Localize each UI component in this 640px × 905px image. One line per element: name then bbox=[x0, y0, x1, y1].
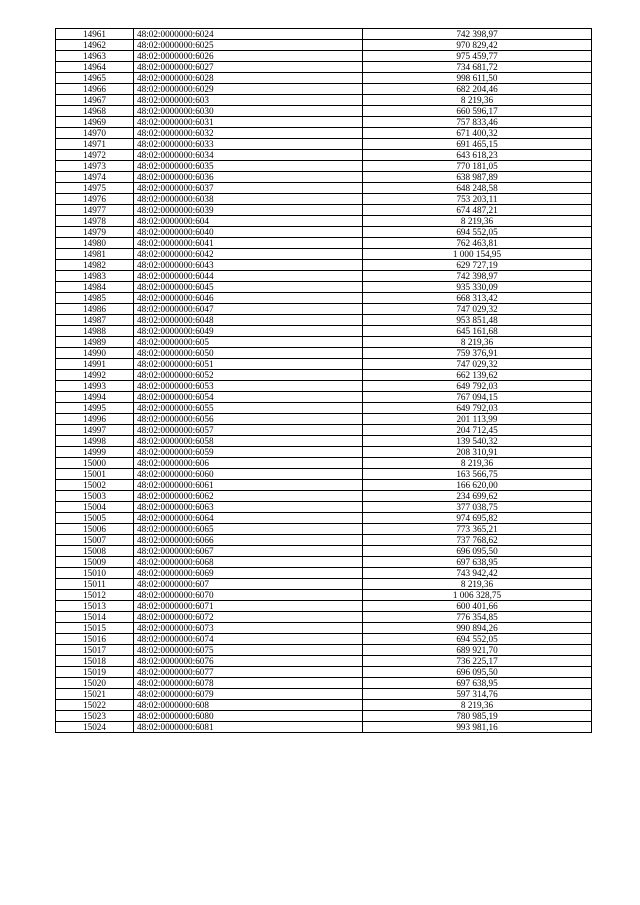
row-number: 15016 bbox=[56, 634, 134, 645]
cadastral-value: 682 204,46 bbox=[363, 84, 592, 95]
row-number: 14980 bbox=[56, 238, 134, 249]
table-row bbox=[56, 568, 592, 579]
row-number: 15011 bbox=[56, 579, 134, 590]
cadastral-value: 770 181,05 bbox=[363, 161, 592, 172]
cadastral-value: 1 006 328,75 bbox=[363, 590, 592, 601]
cadastral-value: 767 094,15 bbox=[363, 392, 592, 403]
cadastral-value: 697 638,95 bbox=[363, 678, 592, 689]
cadastral-number: 48:02:0000000:6061 bbox=[134, 480, 363, 491]
cadastral-number: 48:02:0000000:6045 bbox=[134, 282, 363, 293]
table-row bbox=[56, 293, 592, 304]
cadastral-number: 48:02:0000000:6029 bbox=[134, 84, 363, 95]
table-row bbox=[56, 546, 592, 557]
cadastral-value: 742 398,97 bbox=[363, 29, 592, 40]
row-number: 15024 bbox=[56, 722, 134, 733]
cadastral-value: 649 792,03 bbox=[363, 403, 592, 414]
cadastral-number: 48:02:0000000:6047 bbox=[134, 304, 363, 315]
table-row bbox=[56, 183, 592, 194]
cadastral-number: 48:02:0000000:6026 bbox=[134, 51, 363, 62]
cadastral-value: 759 376,91 bbox=[363, 348, 592, 359]
table-row bbox=[56, 469, 592, 480]
cadastral-value: 753 203,11 bbox=[363, 194, 592, 205]
row-number: 14999 bbox=[56, 447, 134, 458]
cadastral-value: 645 161,68 bbox=[363, 326, 592, 337]
cadastral-number: 48:02:0000000:6048 bbox=[134, 315, 363, 326]
cadastral-value: 1 000 154,95 bbox=[363, 249, 592, 260]
row-number: 14993 bbox=[56, 381, 134, 392]
table-row bbox=[56, 359, 592, 370]
row-number: 15003 bbox=[56, 491, 134, 502]
cadastral-value: 762 463,81 bbox=[363, 238, 592, 249]
table-row bbox=[56, 249, 592, 260]
table-row bbox=[56, 128, 592, 139]
cadastral-number: 48:02:0000000:6065 bbox=[134, 524, 363, 535]
row-number: 14998 bbox=[56, 436, 134, 447]
cadastral-number: 48:02:0000000:607 bbox=[134, 579, 363, 590]
table-row bbox=[56, 458, 592, 469]
table-row bbox=[56, 612, 592, 623]
table-row bbox=[56, 315, 592, 326]
cadastral-value: 597 314,76 bbox=[363, 689, 592, 700]
table-row bbox=[56, 436, 592, 447]
cadastral-number: 48:02:0000000:6056 bbox=[134, 414, 363, 425]
row-number: 14963 bbox=[56, 51, 134, 62]
cadastral-value: 660 596,17 bbox=[363, 106, 592, 117]
row-number: 15022 bbox=[56, 700, 134, 711]
table-row bbox=[56, 205, 592, 216]
table-row bbox=[56, 447, 592, 458]
table-row bbox=[56, 689, 592, 700]
cadastral-value: 935 330,09 bbox=[363, 282, 592, 293]
row-number: 14962 bbox=[56, 40, 134, 51]
row-number: 14971 bbox=[56, 139, 134, 150]
cadastral-number: 48:02:0000000:6049 bbox=[134, 326, 363, 337]
cadastral-value: 780 985,19 bbox=[363, 711, 592, 722]
row-number: 14970 bbox=[56, 128, 134, 139]
cadastral-number: 48:02:0000000:6040 bbox=[134, 227, 363, 238]
table-row bbox=[56, 678, 592, 689]
row-number: 14973 bbox=[56, 161, 134, 172]
table-row bbox=[56, 172, 592, 183]
table-row bbox=[56, 414, 592, 425]
table-row bbox=[56, 194, 592, 205]
table-row bbox=[56, 161, 592, 172]
row-number: 14966 bbox=[56, 84, 134, 95]
cadastral-value: 773 365,21 bbox=[363, 524, 592, 535]
row-number: 15012 bbox=[56, 590, 134, 601]
table-row bbox=[56, 260, 592, 271]
cadastral-number: 48:02:0000000:6042 bbox=[134, 249, 363, 260]
row-number: 14972 bbox=[56, 150, 134, 161]
row-number: 14991 bbox=[56, 359, 134, 370]
cadastral-value: 648 248,58 bbox=[363, 183, 592, 194]
cadastral-number: 48:02:0000000:6057 bbox=[134, 425, 363, 436]
table-row bbox=[56, 337, 592, 348]
cadastral-number: 48:02:0000000:6037 bbox=[134, 183, 363, 194]
cadastral-value: 736 225,17 bbox=[363, 656, 592, 667]
table-row bbox=[56, 535, 592, 546]
cadastral-value: 638 987,89 bbox=[363, 172, 592, 183]
cadastral-value: 990 894,26 bbox=[363, 623, 592, 634]
row-number: 14967 bbox=[56, 95, 134, 106]
table-row bbox=[56, 590, 592, 601]
row-number: 15007 bbox=[56, 535, 134, 546]
row-number: 14981 bbox=[56, 249, 134, 260]
row-number: 14990 bbox=[56, 348, 134, 359]
row-number: 14984 bbox=[56, 282, 134, 293]
row-number: 15004 bbox=[56, 502, 134, 513]
cadastral-value: 234 699,62 bbox=[363, 491, 592, 502]
cadastral-value: 8 219,36 bbox=[363, 337, 592, 348]
row-number: 14983 bbox=[56, 271, 134, 282]
cadastral-number: 48:02:0000000:6027 bbox=[134, 62, 363, 73]
row-number: 15021 bbox=[56, 689, 134, 700]
row-number: 15006 bbox=[56, 524, 134, 535]
row-number: 15023 bbox=[56, 711, 134, 722]
row-number: 14978 bbox=[56, 216, 134, 227]
row-number: 15002 bbox=[56, 480, 134, 491]
cadastral-value: 8 219,36 bbox=[363, 216, 592, 227]
table-row bbox=[56, 370, 592, 381]
cadastral-number: 48:02:0000000:6043 bbox=[134, 260, 363, 271]
cadastral-value: 643 618,23 bbox=[363, 150, 592, 161]
cadastral-value: 757 833,46 bbox=[363, 117, 592, 128]
row-number: 15015 bbox=[56, 623, 134, 634]
cadastral-value: 737 768,62 bbox=[363, 535, 592, 546]
table-row bbox=[56, 62, 592, 73]
cadastral-number: 48:02:0000000:605 bbox=[134, 337, 363, 348]
cadastral-value: 600 401,66 bbox=[363, 601, 592, 612]
cadastral-value: 697 638,95 bbox=[363, 557, 592, 568]
cadastral-value: 998 611,50 bbox=[363, 73, 592, 84]
row-number: 14969 bbox=[56, 117, 134, 128]
table-body bbox=[56, 29, 592, 733]
row-number: 14989 bbox=[56, 337, 134, 348]
row-number: 15014 bbox=[56, 612, 134, 623]
row-number: 14987 bbox=[56, 315, 134, 326]
cadastral-number: 48:02:0000000:6030 bbox=[134, 106, 363, 117]
cadastral-value: 662 139,62 bbox=[363, 370, 592, 381]
cadastral-value: 696 095,50 bbox=[363, 546, 592, 557]
cadastral-number: 48:02:0000000:6070 bbox=[134, 590, 363, 601]
table-row bbox=[56, 513, 592, 524]
row-number: 14996 bbox=[56, 414, 134, 425]
row-number: 14975 bbox=[56, 183, 134, 194]
table-row bbox=[56, 579, 592, 590]
row-number: 14985 bbox=[56, 293, 134, 304]
cadastral-value: 694 552,05 bbox=[363, 227, 592, 238]
table-row bbox=[56, 491, 592, 502]
cadastral-number: 48:02:0000000:6028 bbox=[134, 73, 363, 84]
cadastral-value: 649 792,03 bbox=[363, 381, 592, 392]
cadastral-value: 975 459,77 bbox=[363, 51, 592, 62]
cadastral-number: 48:02:0000000:6078 bbox=[134, 678, 363, 689]
table-row bbox=[56, 117, 592, 128]
cadastral-value: 139 540,32 bbox=[363, 436, 592, 447]
cadastral-value: 696 095,50 bbox=[363, 667, 592, 678]
table-row bbox=[56, 700, 592, 711]
cadastral-value: 691 465,15 bbox=[363, 139, 592, 150]
cadastral-number: 48:02:0000000:6035 bbox=[134, 161, 363, 172]
cadastral-value: 8 219,36 bbox=[363, 700, 592, 711]
cadastral-value: 970 829,42 bbox=[363, 40, 592, 51]
cadastral-number: 48:02:0000000:608 bbox=[134, 700, 363, 711]
cadastral-value: 742 398,97 bbox=[363, 271, 592, 282]
cadastral-number: 48:02:0000000:6041 bbox=[134, 238, 363, 249]
cadastral-number: 48:02:0000000:6034 bbox=[134, 150, 363, 161]
cadastral-number: 48:02:0000000:6054 bbox=[134, 392, 363, 403]
row-number: 14988 bbox=[56, 326, 134, 337]
cadastral-number: 48:02:0000000:6046 bbox=[134, 293, 363, 304]
table-row bbox=[56, 106, 592, 117]
cadastral-number: 48:02:0000000:6033 bbox=[134, 139, 363, 150]
cadastral-value: 747 029,32 bbox=[363, 359, 592, 370]
table-row bbox=[56, 381, 592, 392]
cadastral-value: 8 219,36 bbox=[363, 579, 592, 590]
table-row bbox=[56, 73, 592, 84]
table-row bbox=[56, 227, 592, 238]
cadastral-number: 48:02:0000000:6031 bbox=[134, 117, 363, 128]
row-number: 15013 bbox=[56, 601, 134, 612]
cadastral-value: 747 029,32 bbox=[363, 304, 592, 315]
cadastral-number: 48:02:0000000:6024 bbox=[134, 29, 363, 40]
cadastral-number: 48:02:0000000:6055 bbox=[134, 403, 363, 414]
cadastral-number: 48:02:0000000:6063 bbox=[134, 502, 363, 513]
table-row bbox=[56, 601, 592, 612]
table-row bbox=[56, 348, 592, 359]
table-row bbox=[56, 623, 592, 634]
cadastral-number: 48:02:0000000:6071 bbox=[134, 601, 363, 612]
cadastral-value: 993 981,16 bbox=[363, 722, 592, 733]
row-number: 14977 bbox=[56, 205, 134, 216]
cadastral-number: 48:02:0000000:6062 bbox=[134, 491, 363, 502]
cadastral-number: 48:02:0000000:604 bbox=[134, 216, 363, 227]
cadastral-number: 48:02:0000000:6051 bbox=[134, 359, 363, 370]
cadastral-number: 48:02:0000000:6081 bbox=[134, 722, 363, 733]
table-row bbox=[56, 282, 592, 293]
row-number: 14979 bbox=[56, 227, 134, 238]
row-number: 15018 bbox=[56, 656, 134, 667]
table-row bbox=[56, 524, 592, 535]
cadastral-number: 48:02:0000000:6069 bbox=[134, 568, 363, 579]
table-row bbox=[56, 403, 592, 414]
row-number: 14976 bbox=[56, 194, 134, 205]
row-number: 15005 bbox=[56, 513, 134, 524]
table-row bbox=[56, 150, 592, 161]
cadastral-number: 48:02:0000000:6075 bbox=[134, 645, 363, 656]
cadastral-value: 166 620,00 bbox=[363, 480, 592, 491]
cadastral-number: 48:02:0000000:6079 bbox=[134, 689, 363, 700]
row-number: 14974 bbox=[56, 172, 134, 183]
table-row bbox=[56, 51, 592, 62]
cadastral-number: 48:02:0000000:6072 bbox=[134, 612, 363, 623]
cadastral-value: 689 921,70 bbox=[363, 645, 592, 656]
cadastral-number: 48:02:0000000:6074 bbox=[134, 634, 363, 645]
cadastral-number: 48:02:0000000:606 bbox=[134, 458, 363, 469]
row-number: 14982 bbox=[56, 260, 134, 271]
table-row bbox=[56, 480, 592, 491]
row-number: 14986 bbox=[56, 304, 134, 315]
table-row bbox=[56, 40, 592, 51]
cadastral-number: 48:02:0000000:6025 bbox=[134, 40, 363, 51]
cadastral-value: 776 354,85 bbox=[363, 612, 592, 623]
table-row bbox=[56, 139, 592, 150]
cadastral-number: 48:02:0000000:6052 bbox=[134, 370, 363, 381]
row-number: 14997 bbox=[56, 425, 134, 436]
cadastral-number: 48:02:0000000:6058 bbox=[134, 436, 363, 447]
cadastral-value: 8 219,36 bbox=[363, 95, 592, 106]
table-row bbox=[56, 84, 592, 95]
cadastral-number: 48:02:0000000:6064 bbox=[134, 513, 363, 524]
row-number: 15008 bbox=[56, 546, 134, 557]
table-row bbox=[56, 722, 592, 733]
cadastral-value: 694 552,05 bbox=[363, 634, 592, 645]
row-number: 14994 bbox=[56, 392, 134, 403]
row-number: 14961 bbox=[56, 29, 134, 40]
cadastral-number: 48:02:0000000:6068 bbox=[134, 557, 363, 568]
cadastral-value: 377 038,75 bbox=[363, 502, 592, 513]
table-row bbox=[56, 326, 592, 337]
row-number: 14964 bbox=[56, 62, 134, 73]
cadastral-value: 668 313,42 bbox=[363, 293, 592, 304]
table-row bbox=[56, 711, 592, 722]
cadastral-value: 208 310,91 bbox=[363, 447, 592, 458]
row-number: 14992 bbox=[56, 370, 134, 381]
table-row bbox=[56, 271, 592, 282]
cadastral-number: 48:02:0000000:6036 bbox=[134, 172, 363, 183]
cadastral-value: 674 487,21 bbox=[363, 205, 592, 216]
table-row bbox=[56, 95, 592, 106]
table-row bbox=[56, 304, 592, 315]
cadastral-number: 48:02:0000000:6050 bbox=[134, 348, 363, 359]
cadastral-number: 48:02:0000000:6066 bbox=[134, 535, 363, 546]
cadastral-value: 629 727,19 bbox=[363, 260, 592, 271]
cadastral-number: 48:02:0000000:6039 bbox=[134, 205, 363, 216]
cadastral-value-table bbox=[55, 28, 592, 733]
cadastral-number: 48:02:0000000:6044 bbox=[134, 271, 363, 282]
cadastral-value: 734 681,72 bbox=[363, 62, 592, 73]
cadastral-value: 953 851,48 bbox=[363, 315, 592, 326]
cadastral-number: 48:02:0000000:6077 bbox=[134, 667, 363, 678]
table-row bbox=[56, 645, 592, 656]
row-number: 14968 bbox=[56, 106, 134, 117]
cadastral-number: 48:02:0000000:6073 bbox=[134, 623, 363, 634]
table-row bbox=[56, 392, 592, 403]
table-row bbox=[56, 502, 592, 513]
cadastral-value: 974 695,82 bbox=[363, 513, 592, 524]
row-number: 15009 bbox=[56, 557, 134, 568]
row-number: 15000 bbox=[56, 458, 134, 469]
row-number: 15010 bbox=[56, 568, 134, 579]
cadastral-number: 48:02:0000000:6032 bbox=[134, 128, 363, 139]
cadastral-number: 48:02:0000000:603 bbox=[134, 95, 363, 106]
table-row bbox=[56, 425, 592, 436]
table-row bbox=[56, 238, 592, 249]
cadastral-number: 48:02:0000000:6059 bbox=[134, 447, 363, 458]
row-number: 15020 bbox=[56, 678, 134, 689]
cadastral-value: 8 219,36 bbox=[363, 458, 592, 469]
table-row bbox=[56, 656, 592, 667]
cadastral-value: 743 942,42 bbox=[363, 568, 592, 579]
cadastral-number: 48:02:0000000:6067 bbox=[134, 546, 363, 557]
row-number: 15001 bbox=[56, 469, 134, 480]
cadastral-number: 48:02:0000000:6076 bbox=[134, 656, 363, 667]
table-row bbox=[56, 216, 592, 227]
row-number: 14995 bbox=[56, 403, 134, 414]
cadastral-number: 48:02:0000000:6038 bbox=[134, 194, 363, 205]
table-row bbox=[56, 667, 592, 678]
cadastral-value: 204 712,45 bbox=[363, 425, 592, 436]
cadastral-number: 48:02:0000000:6053 bbox=[134, 381, 363, 392]
row-number: 15019 bbox=[56, 667, 134, 678]
cadastral-number: 48:02:0000000:6060 bbox=[134, 469, 363, 480]
table-row bbox=[56, 29, 592, 40]
cadastral-number: 48:02:0000000:6080 bbox=[134, 711, 363, 722]
cadastral-value: 671 400,32 bbox=[363, 128, 592, 139]
cadastral-value: 201 113,99 bbox=[363, 414, 592, 425]
table-row bbox=[56, 557, 592, 568]
row-number: 14965 bbox=[56, 73, 134, 84]
row-number: 15017 bbox=[56, 645, 134, 656]
cadastral-value: 163 566,75 bbox=[363, 469, 592, 480]
table-row bbox=[56, 634, 592, 645]
